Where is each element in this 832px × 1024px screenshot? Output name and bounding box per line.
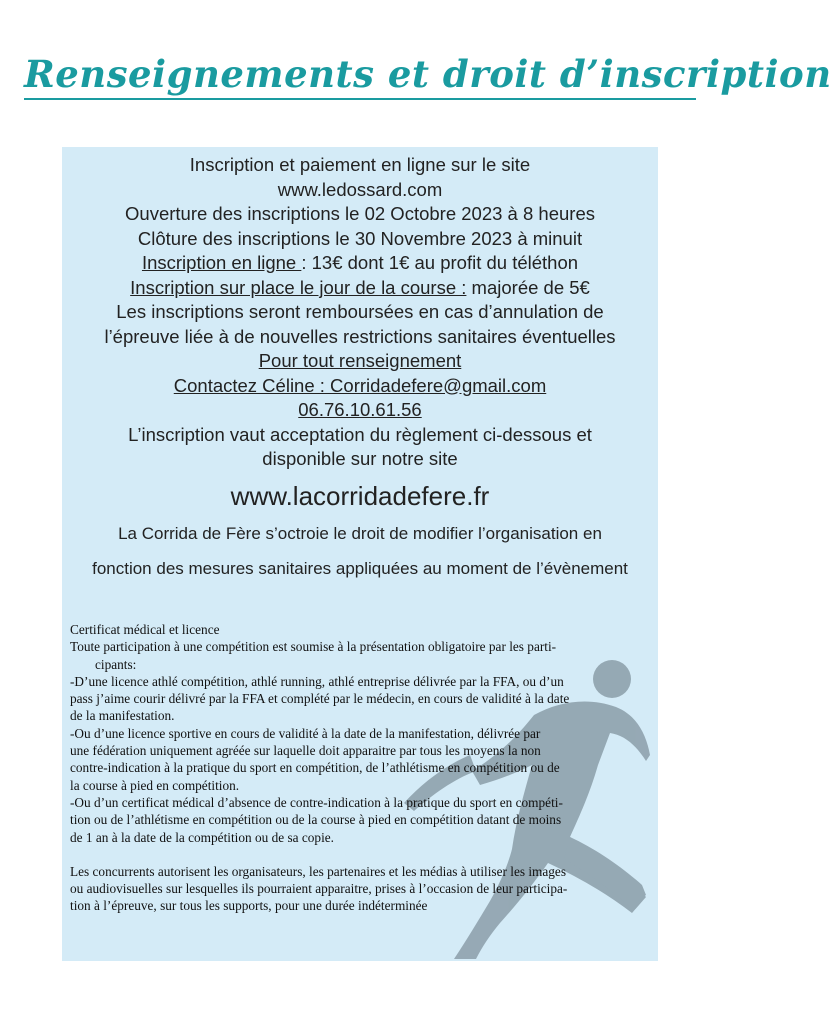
contact-title: Pour tout renseignement xyxy=(258,350,462,371)
onsite-price-label: Inscription sur place le jour de la course : xyxy=(130,276,467,298)
website-link[interactable]: www.lacorridadefere.fr xyxy=(230,480,490,511)
cert-line: -Ou d’une licence sportive en cours de validité à la date de la manifestation, délivrée par xyxy=(70,725,541,741)
organisation-note xyxy=(62,516,658,586)
spacer xyxy=(70,846,644,863)
media-line: Les concurrents autorisent les organisateurs, les partenaires et les médias à utiliser les images xyxy=(70,863,567,879)
cert-line: Toute participation à une compétition est soumise à la présentation obligatoire par les parti- xyxy=(70,639,557,655)
closing-date: Clôture des inscriptions le 30 Novembre 2023 à minuit xyxy=(137,227,583,249)
certificate-section xyxy=(70,621,644,915)
cert-line: une fédération uniquement agréée sur laquelle doit apparaitre par tous les moyens la non xyxy=(70,743,541,759)
cert-line: -D’une licence athlé compétition, athlé running, athlé entreprise délivrée par la FFA, ou d’un xyxy=(70,673,564,689)
registration-info xyxy=(62,147,658,586)
onsite-price-value: majorée de 5€ xyxy=(466,276,590,298)
cert-line: -Ou d’un certificat médical d’absence de contre-indication à la pratique du sport en compéti- xyxy=(70,794,563,810)
cert-line: la course à pied en compétition. xyxy=(70,777,240,793)
title-underline xyxy=(24,98,696,100)
media-line: tion à l’épreuve, sur tous les supports, pour une durée indéterminée xyxy=(70,898,428,914)
cert-line: pass j’aime courir délivré par la FFA et complété par le médecin, en cours de validité à la date xyxy=(70,691,570,707)
online-price-label: Inscription en ligne xyxy=(141,252,302,273)
refund-line-1: Les inscriptions seront remboursées en cas d’annulation de xyxy=(116,301,604,322)
title-block xyxy=(24,52,832,100)
ledossard-link[interactable]: www.ledossard.com xyxy=(277,178,443,200)
cert-line: de 1 an à la date de la compétition ou de sa copie. xyxy=(70,829,334,845)
cert-line: cipants: xyxy=(95,656,137,672)
certificate-heading: Certificat médical et licence xyxy=(70,622,220,637)
acceptance-line-2: disponible sur notre site xyxy=(262,448,458,469)
online-price xyxy=(62,251,658,276)
note-line-1: La Corrida de Fère s’octroie le droit de modifier l’organisation en xyxy=(118,523,602,543)
opening-date: Ouverture des inscriptions le 02 Octobre 2023 à 8 heures xyxy=(125,203,595,224)
onsite-price xyxy=(62,276,658,301)
cert-line: tion ou de l’athlétisme en compétition ou de la course à pied en compétition datant de moins xyxy=(70,812,562,828)
acceptance-line-1: L’inscription vaut acceptation du règlement ci-dessous et xyxy=(128,423,592,445)
cert-line: de la manifestation. xyxy=(70,708,175,724)
refund-line-2: l’épreuve liée à de nouvelles restrictions sanitaires éventuelles xyxy=(104,325,616,347)
note-line-2: fonction des mesures sanitaires appliquées au moment de l’évènement xyxy=(92,558,628,578)
contact-email-link[interactable]: Contactez Céline : Corridadefere@gmail.com xyxy=(173,374,547,396)
info-line-online-site: Inscription et paiement en ligne sur le site xyxy=(189,154,531,175)
page-title: Renseignements et droit d’inscription xyxy=(24,52,832,96)
cert-line: contre-indication à la pratique du sport en compétition, de l’athlétisme en compétition ou de xyxy=(70,760,560,776)
contact-phone[interactable]: 06.76.10.61.56 xyxy=(298,399,422,420)
online-price-value: : 13€ dont 1€ au profit du téléthon xyxy=(301,252,579,273)
info-panel xyxy=(62,147,658,961)
media-line: ou audiovisuelles sur lesquelles ils pourraient apparaitre, prises à l’occasion de leur participa- xyxy=(70,881,568,897)
